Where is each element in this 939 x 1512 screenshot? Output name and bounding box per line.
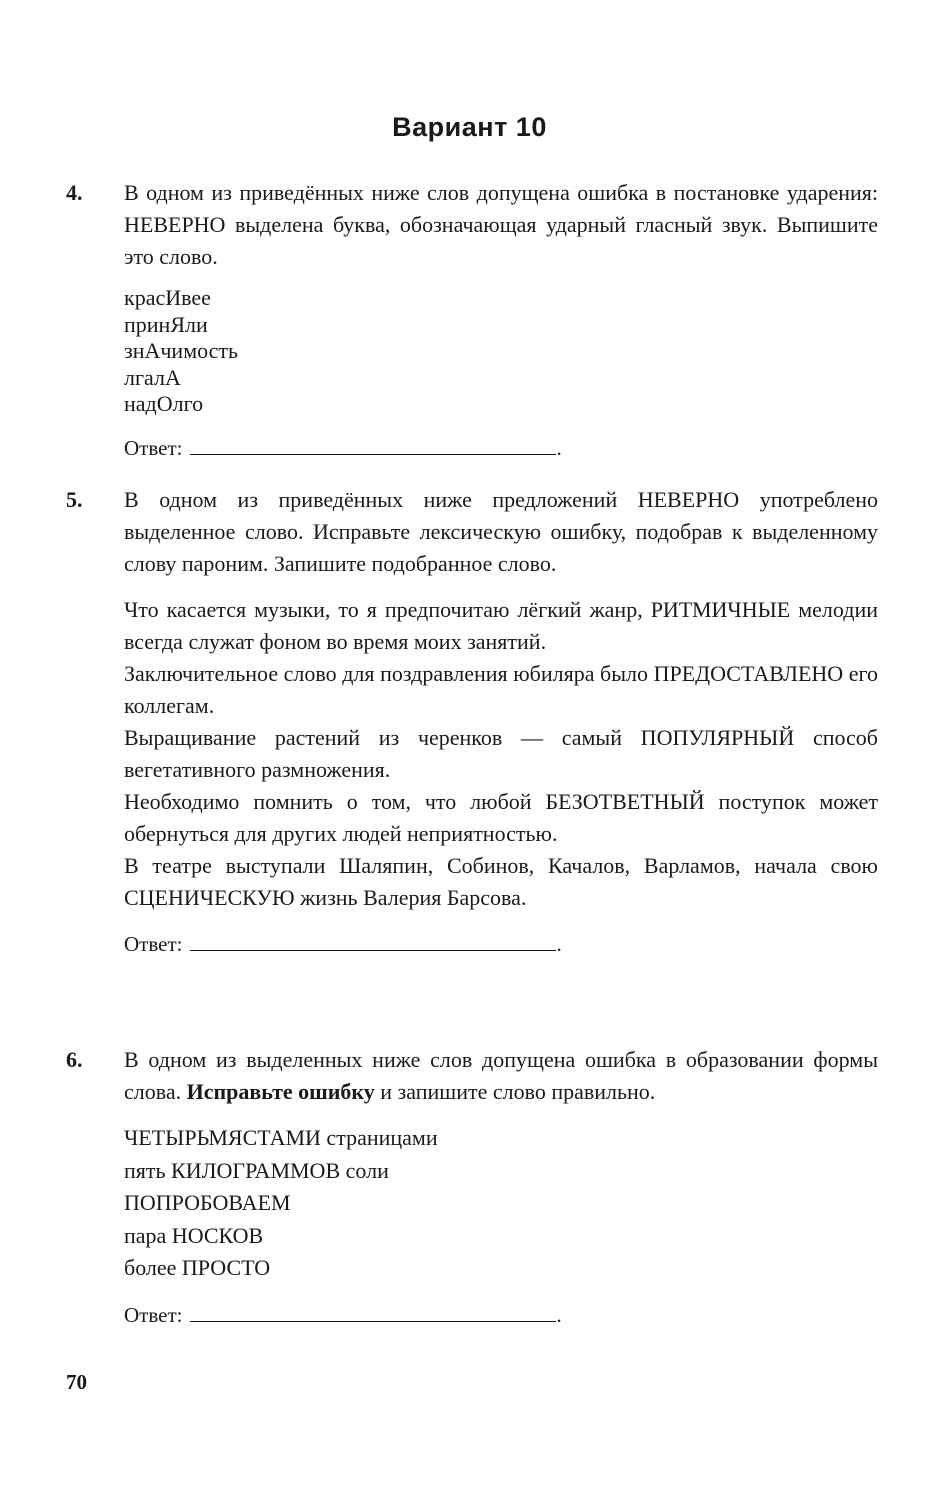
sentence-list [124, 594, 878, 914]
list-item: Выращивание растений из черенков — самый ПОПУЛЯРНЫЙ способ вегетативного размножения. [124, 725, 878, 782]
answer-field[interactable] [190, 1301, 556, 1322]
list-item: Заключительное слово для поздравления юбиляра было ПРЕДОСТАВЛЕНО его коллегам. [124, 661, 878, 718]
list-item: знАчимость [124, 338, 239, 363]
list-item: В театре выступали Шаляпин, Собинов, Качалов, Варламов, начала свою СЦЕНИЧЕСКУЮ жизнь Валерия Барсова. [124, 853, 878, 910]
answer-field[interactable] [190, 434, 556, 455]
answer-row [124, 433, 878, 463]
list-item: красИвее [124, 285, 211, 310]
answer-period: . [556, 932, 562, 956]
task-4 [66, 177, 878, 463]
answer-label: Ответ: [124, 1302, 183, 1327]
list-item: принЯли [124, 311, 208, 337]
task-number: 5. [66, 487, 83, 512]
instruction-text: и запишите слово правильно. [374, 1079, 656, 1104]
list-item: более ПРОСТО [124, 1255, 271, 1280]
task-6 [66, 1044, 878, 1330]
list-item: пять КИЛОГРАММОВ соли [124, 1157, 389, 1183]
list-item: лгалА [124, 364, 181, 390]
answer-row [124, 929, 878, 959]
answer-field[interactable] [190, 930, 556, 951]
answer-label: Ответ: [124, 435, 183, 460]
list-item: Необходимо помнить о том, что любой БЕЗОТВЕТНЫЙ поступок может обернуться для других людей неприятностью. [124, 789, 878, 846]
list-item: Что касается музыки, то я предпочитаю лёгкий жанр, РИТМИЧНЫЕ мелодии всегда служат фоном во время моих занятий. [124, 597, 878, 654]
answer-row [124, 1300, 878, 1330]
page-number: 70 [66, 1370, 87, 1394]
answer-period: . [556, 435, 562, 460]
list-item: пара НОСКОВ [124, 1222, 264, 1248]
list-item: надОлго [124, 391, 204, 416]
answer-label: Ответ: [124, 932, 183, 956]
word-list [124, 1122, 878, 1285]
list-item: ПОПРОБОВАЕМ [124, 1190, 291, 1215]
word-list [124, 285, 878, 418]
instruction-text: В одном из выделенных ниже слов допущена ошибка в образовании формы слова. [124, 1047, 878, 1104]
task-5 [66, 484, 878, 959]
answer-period: . [556, 1302, 562, 1327]
page-title: Вариант 10 [392, 112, 547, 142]
task-instruction: В одном из приведённых ниже предложений НЕВЕРНО употреблено выделенное слово. Исправьте лексическую ошибку, подобрав к выделенному слову пароним. Запишите подобранное слово. [124, 487, 878, 576]
task-number: 4. [66, 180, 83, 205]
task-number: 6. [66, 1047, 83, 1072]
instruction-emphasis: Исправьте ошибку [186, 1079, 375, 1104]
list-item: ЧЕТЫРЬМЯСТАМИ страницами [124, 1125, 438, 1150]
task-instruction: В одном из приведённых ниже слов допущена ошибка в постановке ударения: НЕВЕРНО выделена буква, обозначающая ударный гласный звук. Выпишите это слово. [124, 180, 878, 269]
task-instruction [124, 1044, 878, 1108]
